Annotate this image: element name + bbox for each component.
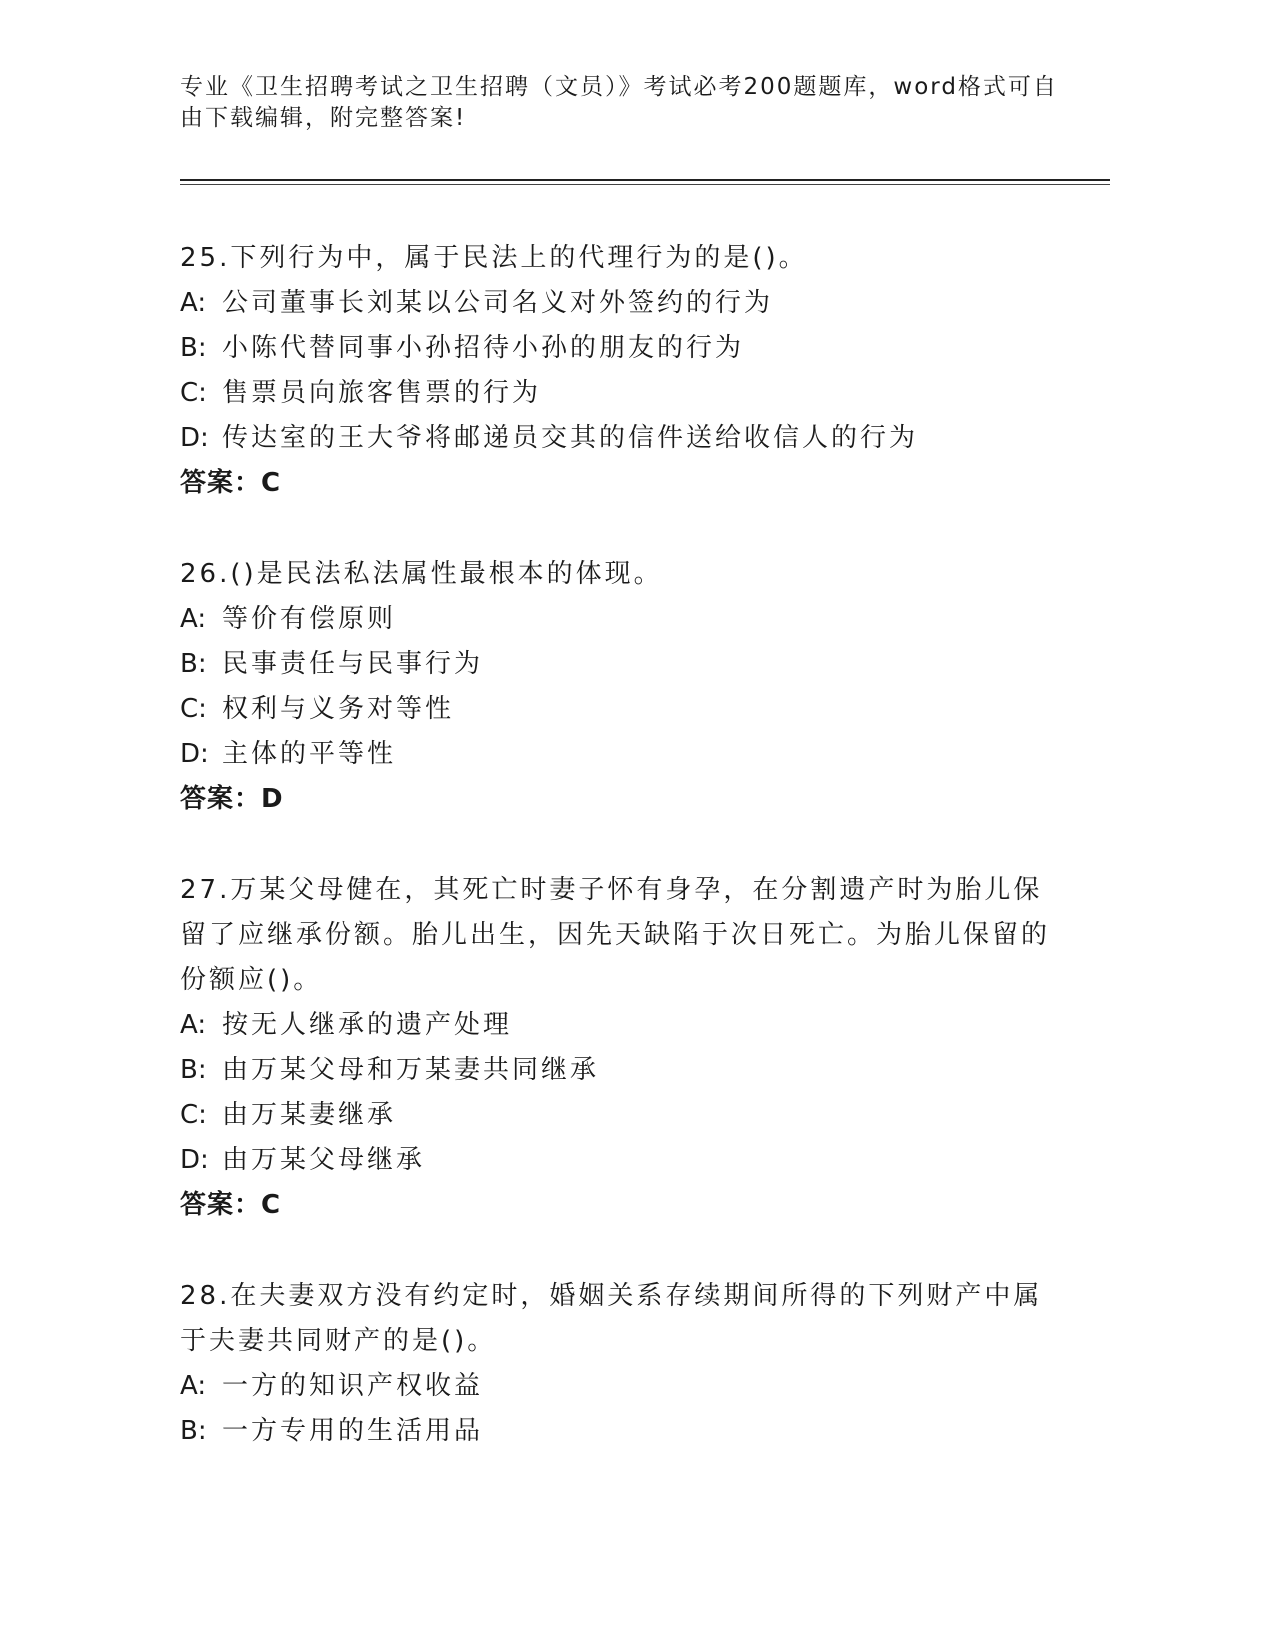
option-key: D: (180, 1145, 209, 1175)
option-b (180, 326, 1060, 371)
option-text: 等价有偿原则 (222, 604, 397, 634)
question-27 (180, 868, 1080, 1228)
option-c (180, 1093, 1060, 1138)
option-text: 售票员向旅客售票的行为 (222, 378, 542, 408)
option-b (180, 1409, 1060, 1454)
option-b (180, 642, 1060, 687)
option-text: 主体的平等性 (222, 739, 397, 769)
option-key: B: (180, 333, 207, 363)
question-stem: 28.在夫妻双方没有约定时，婚姻关系存续期间所得的下列财产中属于夫妻共同财产的是()。 (180, 1281, 1043, 1356)
option-text: 公司董事长刘某以公司名义对外签约的行为 (222, 288, 774, 318)
option-key: D: (180, 739, 209, 769)
option-text: 权利与义务对等性 (222, 694, 455, 724)
option-key: B: (180, 1055, 207, 1085)
option-key: C: (180, 694, 207, 724)
option-text: 由万某父母和万某妻共同继承 (222, 1055, 600, 1085)
option-c (180, 371, 1060, 416)
option-text: 由万某父母继承 (222, 1145, 426, 1175)
header-divider-thick (180, 179, 1110, 181)
option-key: A: (180, 604, 207, 634)
option-text: 传达室的王大爷将邮递员交其的信件送给收信人的行为 (222, 423, 919, 453)
option-a (180, 597, 1060, 642)
answer-line: 答案：C (180, 1190, 282, 1220)
option-d (180, 732, 1060, 777)
question-26 (180, 552, 1080, 822)
option-text: 一方专用的生活用品 (222, 1416, 484, 1446)
document-header-text: 专业《卫生招聘考试之卫生招聘（文员）》考试必考200题题库，word格式可自由下载编辑，附完整答案! (180, 74, 1058, 131)
option-key: C: (180, 1100, 207, 1130)
option-c (180, 687, 1060, 732)
option-d (180, 1138, 1060, 1183)
option-key: B: (180, 1416, 207, 1446)
question-list (180, 236, 1080, 1500)
option-text: 民事责任与民事行为 (222, 649, 484, 679)
option-key: D: (180, 423, 209, 453)
option-key: A: (180, 288, 207, 318)
option-a (180, 1364, 1060, 1409)
option-a (180, 281, 1060, 326)
option-d (180, 416, 1060, 461)
option-key: A: (180, 1371, 207, 1401)
question-stem: 26.()是民法私法属性最根本的体现。 (180, 559, 663, 589)
option-key: A: (180, 1010, 207, 1040)
option-text: 一方的知识产权收益 (222, 1371, 484, 1401)
option-b (180, 1048, 1060, 1093)
answer-line: 答案：C (180, 468, 282, 498)
option-key: B: (180, 649, 207, 679)
option-key: C: (180, 378, 207, 408)
question-stem: 25.下列行为中，属于民法上的代理行为的是()。 (180, 243, 808, 273)
question-25 (180, 236, 1080, 506)
option-text: 由万某妻继承 (222, 1100, 397, 1130)
option-text: 小陈代替同事小孙招待小孙的朋友的行为 (222, 333, 745, 363)
question-stem: 27.万某父母健在，其死亡时妻子怀有身孕，在分割遗产时为胎儿保留了应继承份额。胎儿出生，因先天缺陷于次日死亡。为胎儿保留的份额应()。 (180, 875, 1051, 995)
option-text: 按无人继承的遗产处理 (222, 1010, 513, 1040)
question-28 (180, 1274, 1080, 1454)
answer-line: 答案：D (180, 784, 284, 814)
option-a (180, 1003, 1060, 1048)
header-divider-thin (180, 184, 1110, 185)
